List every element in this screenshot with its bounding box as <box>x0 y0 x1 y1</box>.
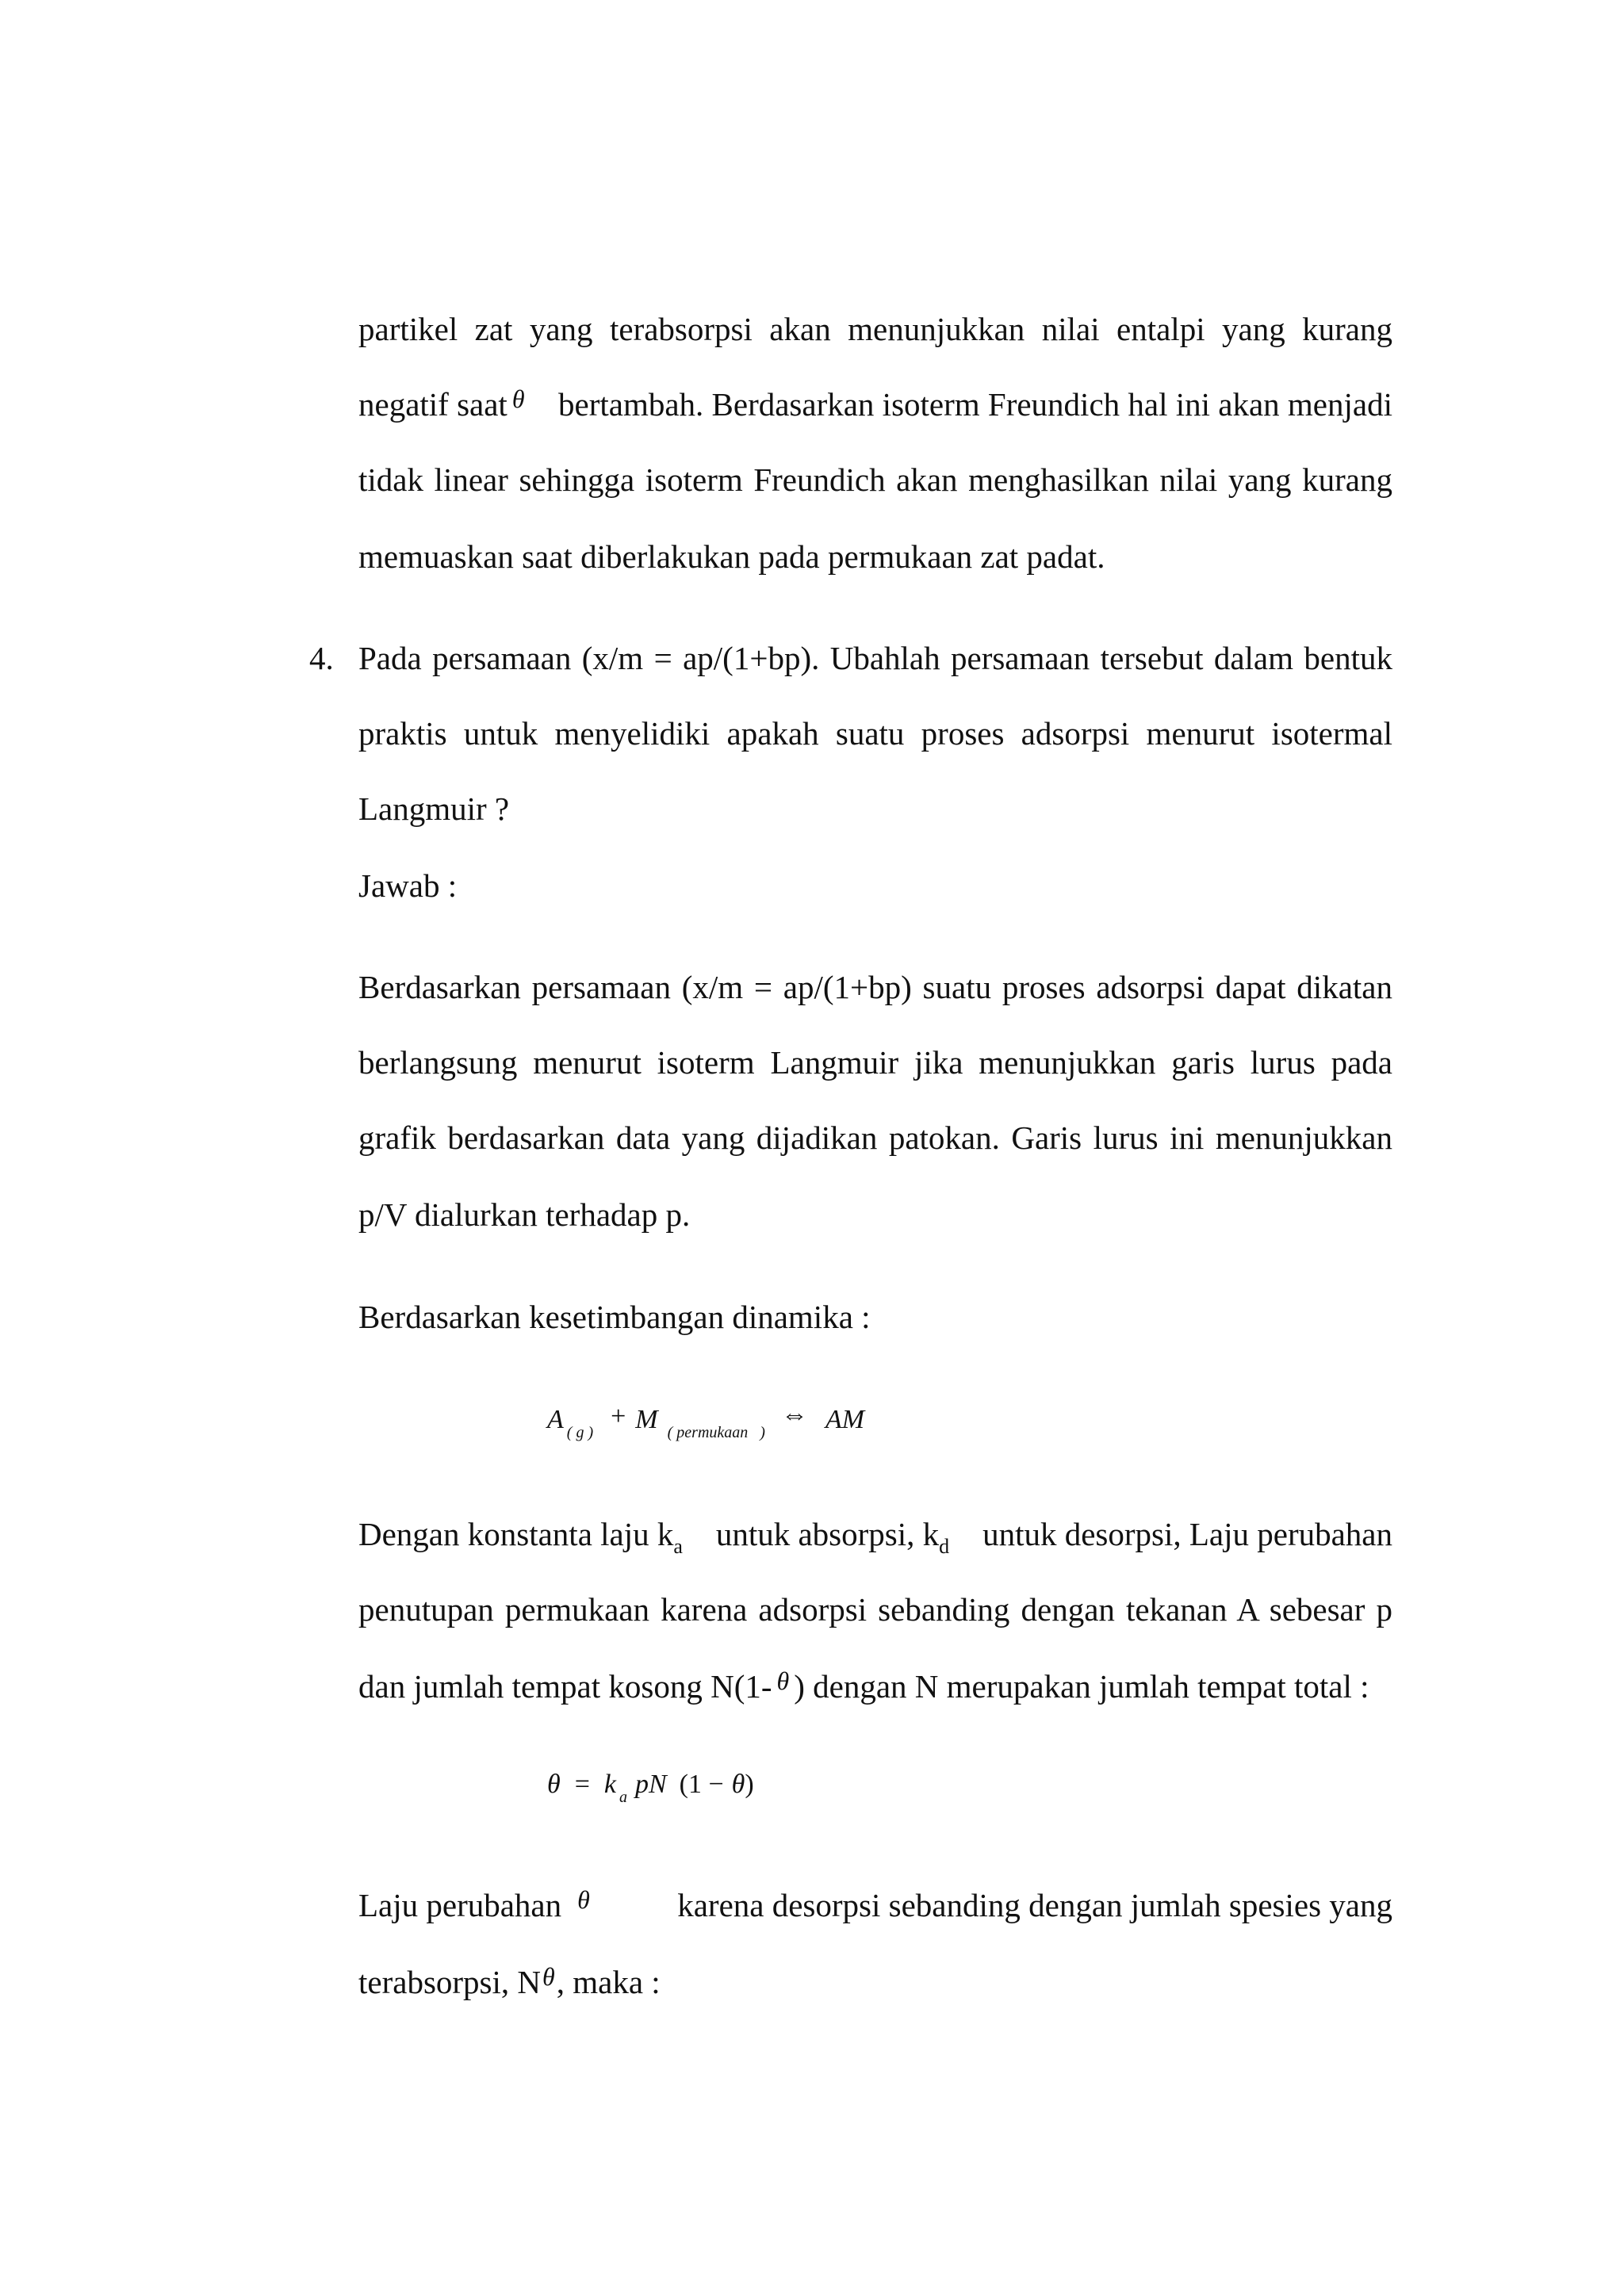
para2-line4: p/V dialurkan terhadap p. <box>358 1196 691 1233</box>
eq-pN: pN <box>634 1770 667 1799</box>
eq-equals: = <box>574 1770 590 1799</box>
equation-adsorption-rate <box>547 1770 754 1806</box>
para4-line3 <box>358 1667 1392 1709</box>
subscript-d: d <box>939 1535 950 1558</box>
eq-plus: + <box>611 1402 626 1431</box>
para4-line2: penutupan permukaan karena adsorpsi sebanding dengan tekanan A sebesar p <box>358 1591 1392 1628</box>
text: dan jumlah tempat kosong N(1- <box>358 1668 772 1705</box>
q4-line2: praktis untuk menyelidiki apakah suatu proses adsorpsi menurut isotermal <box>358 715 1392 752</box>
eq-k: k <box>603 1770 616 1799</box>
para1-line1: partikel zat yang terabsorpsi akan menunjukkan nilai entalpi yang kurang <box>358 311 1392 347</box>
text: bertambah. Berdasarkan isoterm Freundich hal ini akan menjadi <box>558 386 1392 423</box>
eq-equilibrium-arrow: ⇔ <box>780 1400 808 1429</box>
theta-symbol: θ <box>542 1962 555 1991</box>
equation-equilibrium <box>547 1400 865 1441</box>
text: Laju perubahan <box>358 1887 562 1923</box>
eq-M: M <box>635 1405 658 1434</box>
para4-line1 <box>358 1514 1392 1559</box>
theta-symbol: θ <box>776 1667 790 1695</box>
text: untuk absorpsi, k <box>715 1516 940 1552</box>
eq-AM: AM <box>825 1405 865 1434</box>
para2-line2: berlangsung menurut isoterm Langmuir jika menunjukkan garis lurus pada <box>358 1044 1392 1081</box>
theta-symbol: θ <box>577 1885 590 1914</box>
eq-M-sub: ( permukaan ) <box>667 1424 765 1441</box>
para3-line1: Berdasarkan kesetimbangan dinamika : <box>358 1299 871 1335</box>
theta-symbol: θ <box>511 385 525 413</box>
para2-line1: Berdasarkan persamaan (x/m = ap/(1+bp) suatu proses adsorpsi dapat dikatan <box>358 969 1392 1005</box>
text: ) dengan N merupakan jumlah tempat total : <box>794 1668 1369 1705</box>
eq-k-sub: a <box>619 1789 627 1806</box>
para1-line2 <box>358 385 1392 427</box>
q4-line3: Langmuir ? <box>358 790 510 827</box>
para5-line1 <box>358 1885 1392 1927</box>
eq-theta: θ <box>547 1770 561 1799</box>
para1-line4: memuaskan saat diberlakukan pada permukaan zat padat. <box>358 538 1105 575</box>
eq-theta2: θ <box>731 1770 745 1799</box>
eq-A-sub: ( g ) <box>566 1424 594 1441</box>
para2-line3: grafik berdasarkan data yang dijadikan patokan. Garis lurus ini menunjukkan <box>358 1119 1392 1156</box>
text: , maka : <box>556 1964 661 2000</box>
eq-paren: (1 − <box>679 1770 724 1799</box>
eq-A: A <box>547 1405 564 1434</box>
list-number: 4. <box>309 640 334 676</box>
text: karena desorpsi sebanding dengan jumlah spesies yang <box>677 1887 1392 1923</box>
jawab-label: Jawab : <box>358 867 458 904</box>
q4-line1: Pada persamaan (x/m = ap/(1+bp). Ubahlah persamaan tersebut dalam bentuk <box>358 640 1392 676</box>
text: untuk desorpsi, Laju perubahan <box>982 1516 1392 1552</box>
eq-close: ) <box>745 1770 754 1799</box>
text: negatif saat <box>358 386 508 423</box>
para1-line3: tidak linear sehingga isoterm Freundich akan menghasilkan nilai yang kurang <box>358 461 1392 498</box>
text: terabsorpsi, N <box>358 1964 542 2000</box>
text: Dengan konstanta laju k <box>358 1516 674 1552</box>
subscript-a: a <box>673 1535 683 1558</box>
para5-line2 <box>358 1962 1392 2004</box>
